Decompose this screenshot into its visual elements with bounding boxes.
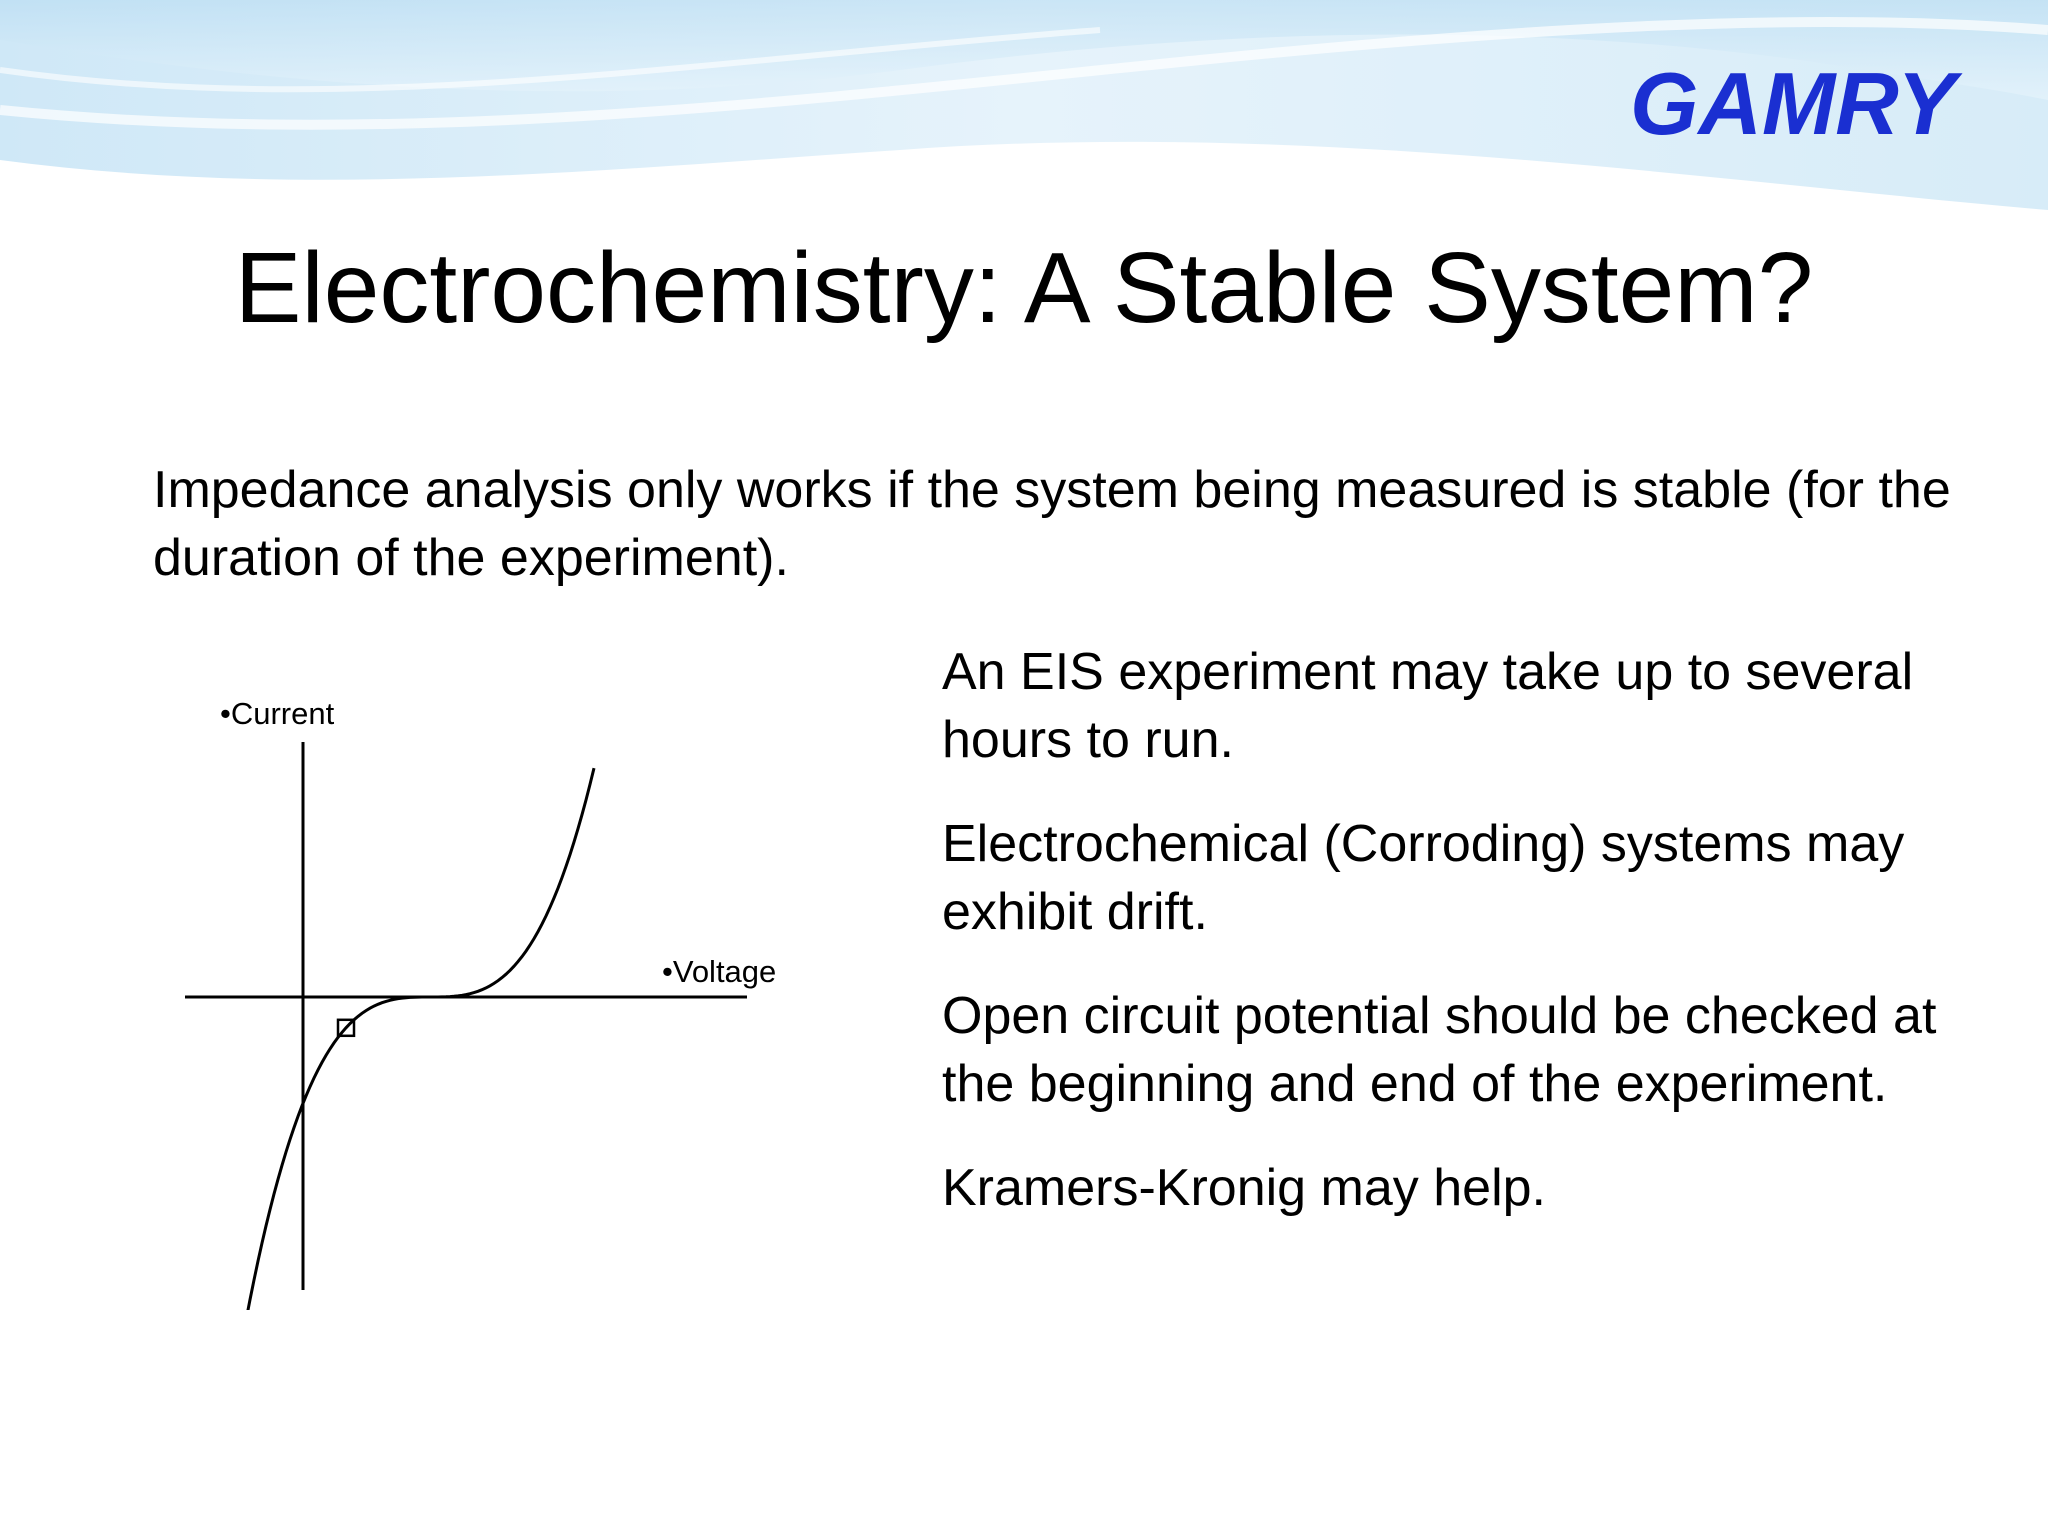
gamry-logo	[1620, 52, 2000, 152]
bullet-item-3: Open circuit potential should be checked at the beginning and end of the experiment.	[942, 987, 1937, 1113]
iv-curve-chart	[170, 690, 820, 1310]
slide-title: Electrochemistry: A Stable System?	[234, 232, 1814, 344]
bullet-list	[942, 638, 2002, 1258]
bullet-item-2: Electrochemical (Corroding) systems may exhibit drift.	[942, 815, 1905, 941]
bullet-item-1: An EIS experiment may take up to several hours to run.	[942, 643, 1914, 769]
x-axis-label: •Voltage	[662, 954, 777, 989]
bullet-item-4: Kramers-Kronig may help.	[942, 1159, 1546, 1217]
iv-curve-series-line	[210, 768, 594, 1310]
logo-wordmark: GAMRY	[1630, 54, 1956, 152]
y-axis-label: •Current	[220, 696, 335, 731]
intro-paragraph: Impedance analysis only works if the system being measured is stable (for the duration of the experiment).	[153, 461, 1951, 587]
